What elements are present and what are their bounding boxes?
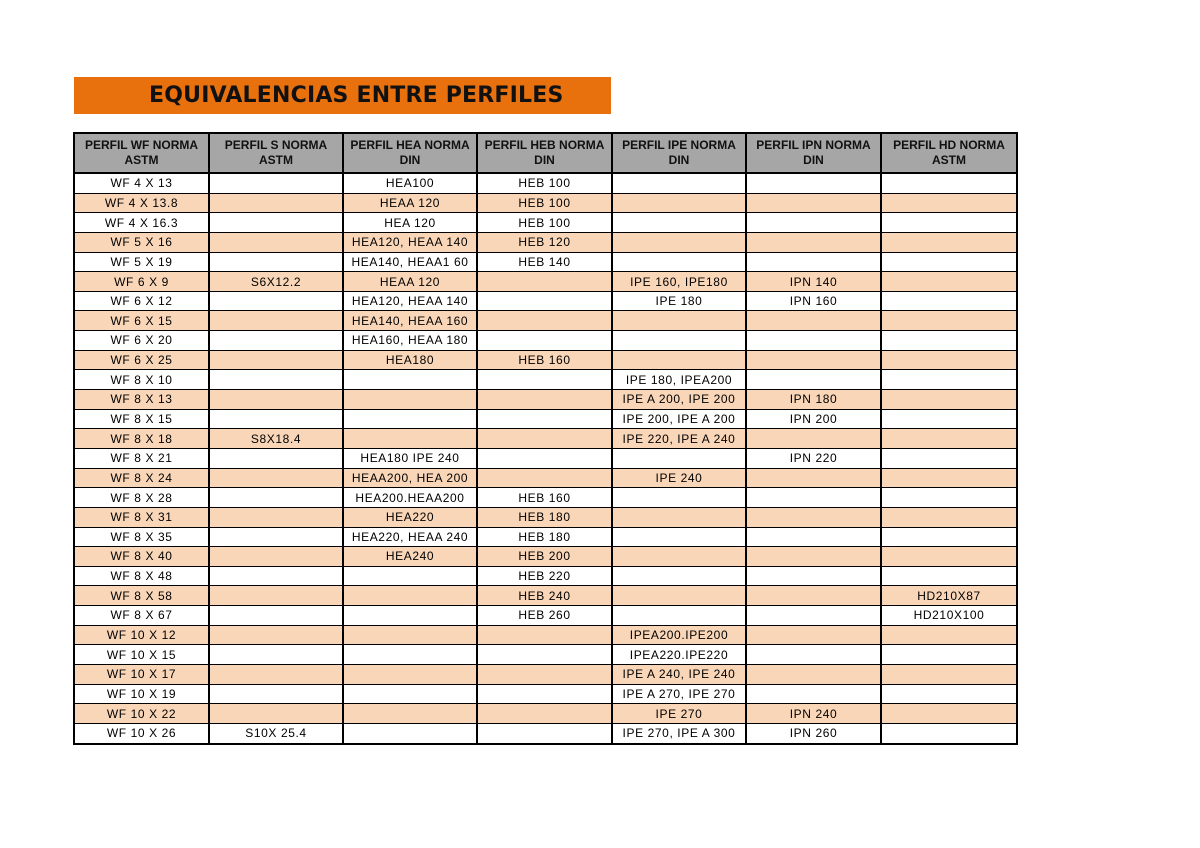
table-cell-hea: HEA 120 [343, 213, 477, 233]
table-cell-s [209, 645, 343, 665]
table-cell-ipe [612, 606, 746, 626]
table-cell-hea: HEA160, HEAA 180 [343, 331, 477, 351]
table-row [74, 331, 1017, 351]
table-cell-wf: WF 10 X 26 [74, 723, 209, 743]
table-cell-heb: HEB 180 [477, 507, 612, 527]
table-cell-s: S6X12.2 [209, 272, 343, 292]
table-cell-s [209, 252, 343, 272]
table-row [74, 173, 1017, 193]
table-cell-wf: WF 8 X 13 [74, 390, 209, 410]
table-row [74, 527, 1017, 547]
table-cell-hea: HEA120, HEAA 140 [343, 291, 477, 311]
table-cell-ipn [746, 606, 881, 626]
table-cell-hd [881, 173, 1017, 193]
table-cell-hea [343, 606, 477, 626]
table-cell-ipe: IPE 220, IPE A 240 [612, 429, 746, 449]
table-cell-hea: HEA180 IPE 240 [343, 448, 477, 468]
table-cell-heb [477, 665, 612, 685]
table-cell-ipn [746, 527, 881, 547]
table-cell-wf: WF 4 X 16.3 [74, 213, 209, 233]
table-cell-s [209, 684, 343, 704]
table-cell-s [209, 311, 343, 331]
table-cell-wf: WF 8 X 58 [74, 586, 209, 606]
table-cell-hd [881, 507, 1017, 527]
table-cell-heb: HEB 180 [477, 527, 612, 547]
table-cell-s [209, 350, 343, 370]
table-cell-wf: WF 8 X 21 [74, 448, 209, 468]
title-bar [74, 77, 611, 114]
table-cell-heb [477, 291, 612, 311]
table-row [74, 193, 1017, 213]
table-cell-heb [477, 272, 612, 292]
table-cell-ipe: IPE A 240, IPE 240 [612, 665, 746, 685]
table-cell-s [209, 606, 343, 626]
table-cell-hea [343, 645, 477, 665]
table-cell-ipn [746, 193, 881, 213]
table-cell-heb [477, 331, 612, 351]
table-cell-hd [881, 350, 1017, 370]
table-cell-s [209, 173, 343, 193]
table-cell-ipe [612, 311, 746, 331]
table-row [74, 684, 1017, 704]
table-cell-hd [881, 272, 1017, 292]
table-cell-ipn: IPN 260 [746, 723, 881, 743]
table-row [74, 586, 1017, 606]
table-header-row [74, 133, 1017, 173]
table-row [74, 468, 1017, 488]
table-cell-hea: HEA120, HEAA 140 [343, 232, 477, 252]
table-cell-hea [343, 665, 477, 685]
table-cell-s [209, 704, 343, 724]
table-cell-ipn [746, 684, 881, 704]
column-header-wf: PERFIL WF NORMA ASTM [74, 133, 209, 173]
table-row [74, 409, 1017, 429]
table-cell-hea: HEA100 [343, 173, 477, 193]
table-cell-ipn [746, 213, 881, 233]
table-cell-heb [477, 684, 612, 704]
table-row [74, 625, 1017, 645]
table-row [74, 291, 1017, 311]
table-cell-hea: HEA220 [343, 507, 477, 527]
column-header-hea: PERFIL HEA NORMA DIN [343, 133, 477, 173]
table-cell-hea: HEA140, HEAA1 60 [343, 252, 477, 272]
table-cell-hea [343, 429, 477, 449]
table-cell-heb: HEB 220 [477, 566, 612, 586]
table-cell-hd [881, 704, 1017, 724]
column-header-ipe: PERFIL IPE NORMA DIN [612, 133, 746, 173]
table-cell-heb [477, 448, 612, 468]
table-cell-hea: HEAA 120 [343, 193, 477, 213]
table-cell-wf: WF 8 X 18 [74, 429, 209, 449]
table-cell-s [209, 409, 343, 429]
table-cell-ipe: IPE 240 [612, 468, 746, 488]
table-cell-ipe: IPE 270 [612, 704, 746, 724]
table-cell-ipn: IPN 200 [746, 409, 881, 429]
table-row [74, 665, 1017, 685]
table-cell-s [209, 507, 343, 527]
table-cell-s [209, 291, 343, 311]
table-cell-wf: WF 10 X 17 [74, 665, 209, 685]
table-cell-ipe: IPEA200.IPE200 [612, 625, 746, 645]
table-cell-hea [343, 566, 477, 586]
table-cell-ipe [612, 547, 746, 567]
table-cell-ipe: IPE 270, IPE A 300 [612, 723, 746, 743]
table-cell-heb: HEB 160 [477, 488, 612, 508]
table-cell-wf: WF 8 X 10 [74, 370, 209, 390]
table-cell-hea: HEAA 120 [343, 272, 477, 292]
table-cell-hd [881, 547, 1017, 567]
table-cell-heb: HEB 240 [477, 586, 612, 606]
table-cell-hd [881, 291, 1017, 311]
table-cell-heb: HEB 140 [477, 252, 612, 272]
table-cell-wf: WF 6 X 15 [74, 311, 209, 331]
table-row [74, 448, 1017, 468]
table-cell-ipn: IPN 140 [746, 272, 881, 292]
table-cell-wf: WF 6 X 12 [74, 291, 209, 311]
table-row [74, 252, 1017, 272]
table-cell-ipe [612, 566, 746, 586]
table-cell-hd [881, 252, 1017, 272]
table-cell-hd [881, 448, 1017, 468]
table-cell-ipe [612, 331, 746, 351]
table-cell-ipe: IPE 160, IPE180 [612, 272, 746, 292]
table-cell-ipn [746, 507, 881, 527]
table-cell-hea: HEA140, HEAA 160 [343, 311, 477, 331]
table-cell-ipn [746, 665, 881, 685]
column-header-ipn: PERFIL IPN NORMA DIN [746, 133, 881, 173]
table-row [74, 213, 1017, 233]
table-row [74, 566, 1017, 586]
equivalence-table [73, 132, 1018, 745]
table-row [74, 606, 1017, 626]
table-cell-s [209, 566, 343, 586]
table-cell-s [209, 665, 343, 685]
table-cell-ipn [746, 311, 881, 331]
table-cell-s [209, 370, 343, 390]
table-cell-wf: WF 8 X 28 [74, 488, 209, 508]
table-cell-heb [477, 704, 612, 724]
table-cell-hd [881, 488, 1017, 508]
table-cell-heb [477, 390, 612, 410]
table-cell-heb [477, 625, 612, 645]
table-cell-ipe [612, 193, 746, 213]
table-cell-ipn [746, 331, 881, 351]
table-cell-heb: HEB 260 [477, 606, 612, 626]
table-cell-wf: WF 6 X 25 [74, 350, 209, 370]
table-cell-hd [881, 311, 1017, 331]
table-cell-heb: HEB 100 [477, 193, 612, 213]
table-cell-wf: WF 6 X 9 [74, 272, 209, 292]
table-cell-hea: HEAA200, HEA 200 [343, 468, 477, 488]
table-cell-ipe [612, 350, 746, 370]
table-cell-s [209, 586, 343, 606]
table-cell-wf: WF 8 X 48 [74, 566, 209, 586]
table-cell-s [209, 390, 343, 410]
table-cell-hd [881, 390, 1017, 410]
table-body [74, 173, 1017, 744]
table-cell-ipe [612, 173, 746, 193]
table-cell-heb: HEB 100 [477, 173, 612, 193]
table-row [74, 370, 1017, 390]
table-cell-ipn: IPN 180 [746, 390, 881, 410]
table-cell-hd [881, 625, 1017, 645]
table-cell-heb: HEB 120 [477, 232, 612, 252]
table-cell-ipe [612, 213, 746, 233]
table-cell-ipe: IPE 200, IPE A 200 [612, 409, 746, 429]
table-cell-wf: WF 8 X 35 [74, 527, 209, 547]
table-cell-heb: HEB 200 [477, 547, 612, 567]
table-row [74, 645, 1017, 665]
table-cell-hea [343, 684, 477, 704]
table-cell-s [209, 625, 343, 645]
table-cell-hd [881, 684, 1017, 704]
table-cell-wf: WF 5 X 19 [74, 252, 209, 272]
table-cell-hd [881, 723, 1017, 743]
table-cell-ipe: IPE A 270, IPE 270 [612, 684, 746, 704]
page-title: EQUIVALENCIAS ENTRE PERFILES [149, 83, 564, 108]
table-cell-wf: WF 8 X 67 [74, 606, 209, 626]
table-row [74, 232, 1017, 252]
table-cell-hd [881, 370, 1017, 390]
table-cell-s [209, 331, 343, 351]
column-header-s: PERFIL S NORMA ASTM [209, 133, 343, 173]
table-cell-wf: WF 6 X 20 [74, 331, 209, 351]
table-cell-hd [881, 213, 1017, 233]
table-cell-ipe [612, 448, 746, 468]
table-cell-wf: WF 8 X 24 [74, 468, 209, 488]
table-cell-ipn [746, 252, 881, 272]
table-cell-wf: WF 5 X 16 [74, 232, 209, 252]
table-cell-hd [881, 645, 1017, 665]
table-cell-ipe [612, 232, 746, 252]
table-cell-hea [343, 370, 477, 390]
table-row [74, 507, 1017, 527]
table-cell-wf: WF 10 X 15 [74, 645, 209, 665]
table-cell-ipe: IPE 180 [612, 291, 746, 311]
table-cell-ipe: IPEA220.IPE220 [612, 645, 746, 665]
table-cell-ipn [746, 429, 881, 449]
table-cell-s: S8X18.4 [209, 429, 343, 449]
table-cell-ipe [612, 507, 746, 527]
table-cell-ipn [746, 645, 881, 665]
table-row [74, 272, 1017, 292]
table-cell-ipe: IPE 180, IPEA200 [612, 370, 746, 390]
table-cell-ipe: IPE A 200, IPE 200 [612, 390, 746, 410]
table-cell-heb [477, 645, 612, 665]
table-cell-s [209, 547, 343, 567]
table-cell-hd: HD210X87 [881, 586, 1017, 606]
table-cell-ipn [746, 468, 881, 488]
table-cell-hea [343, 625, 477, 645]
table-cell-wf: WF 8 X 31 [74, 507, 209, 527]
table-cell-ipn: IPN 240 [746, 704, 881, 724]
table-cell-ipn: IPN 160 [746, 291, 881, 311]
table-cell-hea [343, 704, 477, 724]
table-row [74, 488, 1017, 508]
table-cell-heb [477, 429, 612, 449]
table-cell-hd [881, 409, 1017, 429]
table-cell-ipn [746, 173, 881, 193]
table-cell-heb [477, 468, 612, 488]
table-cell-s [209, 448, 343, 468]
table-cell-wf: WF 10 X 19 [74, 684, 209, 704]
table-cell-heb [477, 311, 612, 331]
table-cell-s: S10X 25.4 [209, 723, 343, 743]
table-cell-ipn [746, 566, 881, 586]
table-cell-wf: WF 10 X 12 [74, 625, 209, 645]
table-cell-wf: WF 8 X 40 [74, 547, 209, 567]
table-cell-heb [477, 409, 612, 429]
table-cell-hd [881, 527, 1017, 547]
table-cell-s [209, 488, 343, 508]
table-row [74, 390, 1017, 410]
table-cell-ipe [612, 527, 746, 547]
table-cell-hea: HEA220, HEAA 240 [343, 527, 477, 547]
table-cell-ipn [746, 586, 881, 606]
table-row [74, 350, 1017, 370]
table-row [74, 547, 1017, 567]
table-cell-ipn [746, 232, 881, 252]
table-cell-s [209, 213, 343, 233]
table-cell-wf: WF 4 X 13 [74, 173, 209, 193]
table-cell-ipn [746, 547, 881, 567]
table-cell-s [209, 468, 343, 488]
table-cell-heb [477, 370, 612, 390]
table-cell-hd [881, 429, 1017, 449]
table-cell-hea: HEA200.HEAA200 [343, 488, 477, 508]
table-cell-ipn: IPN 220 [746, 448, 881, 468]
table-row [74, 704, 1017, 724]
table-cell-hea [343, 409, 477, 429]
table-cell-hd [881, 468, 1017, 488]
table-cell-wf: WF 8 X 15 [74, 409, 209, 429]
table-cell-hd [881, 566, 1017, 586]
table-cell-s [209, 527, 343, 547]
table-row [74, 429, 1017, 449]
table-cell-ipe [612, 488, 746, 508]
table-cell-hd [881, 232, 1017, 252]
table-cell-hd: HD210X100 [881, 606, 1017, 626]
table-cell-heb: HEB 100 [477, 213, 612, 233]
table-cell-wf: WF 4 X 13.8 [74, 193, 209, 213]
table-cell-hd [881, 331, 1017, 351]
table-cell-s [209, 193, 343, 213]
table-cell-wf: WF 10 X 22 [74, 704, 209, 724]
column-header-heb: PERFIL HEB NORMA DIN [477, 133, 612, 173]
table-cell-ipn [746, 625, 881, 645]
table-cell-hea [343, 586, 477, 606]
table-cell-hea: HEA180 [343, 350, 477, 370]
column-header-hd: PERFIL HD NORMA ASTM [881, 133, 1017, 173]
table-cell-hd [881, 665, 1017, 685]
table-cell-heb [477, 723, 612, 743]
table-cell-ipn [746, 370, 881, 390]
table-cell-hea: HEA240 [343, 547, 477, 567]
table-cell-ipn [746, 350, 881, 370]
table-cell-ipe [612, 586, 746, 606]
table-cell-s [209, 232, 343, 252]
table-row [74, 311, 1017, 331]
table-cell-heb: HEB 160 [477, 350, 612, 370]
table-cell-ipe [612, 252, 746, 272]
table-cell-hea [343, 390, 477, 410]
table-cell-hea [343, 723, 477, 743]
table-cell-hd [881, 193, 1017, 213]
table-row [74, 723, 1017, 743]
table-cell-ipn [746, 488, 881, 508]
